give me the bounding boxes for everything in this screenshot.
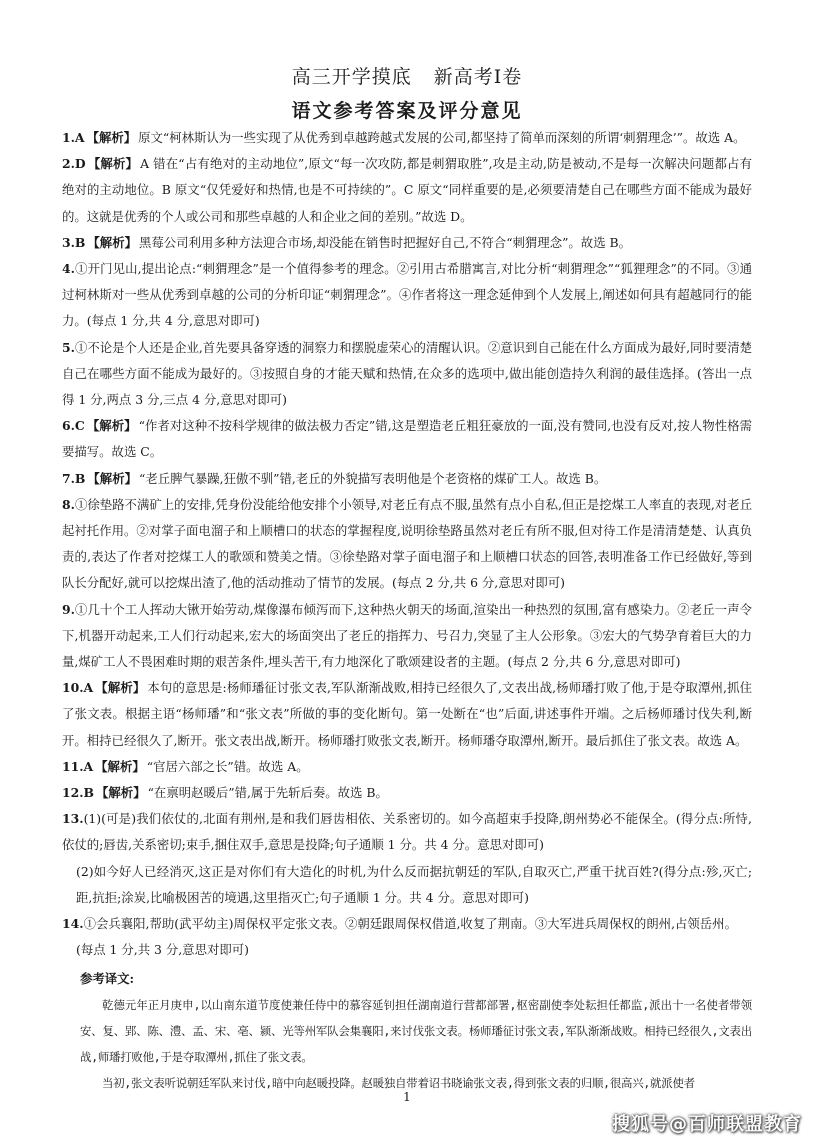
answer-item-4 [62,256,752,335]
answer-text: “作者对这种不按科学规律的做法极力否定”错,这是塑造老丘粗狂豪放的一面,没有赞同,也没有反对,按人物性格需要描写。故选 C。 [62,418,752,460]
page-title [0,62,814,89]
answer-item-3 [62,230,752,256]
answer-text: 原文“柯林斯认为一些实现了从优秀到卓越跨越式发展的公司,都坚持了简单而深刻的所谓‘刺猬理念’”。故选 A。 [138,130,746,145]
title-right: 新高考Ⅰ卷 [433,66,523,88]
title-left: 高三开学摸底 [291,66,412,88]
analysis-tag: 【解析】 [96,785,146,801]
answer-text: (1)(可是)我们依仗的,北面有荆州,是和我们唇齿相依、关系密切的。如今高超束手投降,朗州势必不能保全。(得分点:所恃,依仗的;唇齿,关系密切;束手,捆住双手,意思是投降;句子通顺 1 分。共 4 分。意思对即可) [62,811,752,853]
answer-item-13-part-1 [62,806,752,858]
answer-item-12 [62,780,752,806]
answer-number: 9. [62,601,75,617]
answer-text: ①徐垫路不满矿上的安排,凭身份没能给他安排个小领导,对老丘有点不服,虽然有点小自私,但正是挖煤工人率直的表现,对老丘起衬托作用。②对掌子面电溜子和上顺槽口的状态的掌握程度,说明徐垫路虽然对老丘有所不服,但对待工作是清清楚楚、认真负责的,表达了作者对挖煤工人的歌颂和赞美之情。③徐垫路对掌子面电溜子和上顺槽口状态的回答,表明准备工作已经做好,等到队长分配好,就可以挖煤出渣了,他的活动推动了情节的发展。(每点 2 分,共 6 分,意思对即可) [62,496,752,591]
answer-item-6 [62,413,752,465]
answer-number: 12.B [62,785,95,801]
answer-number: 2.D [62,156,86,172]
answer-text: ①几十个工人挥动大锹开始劳动,煤像瀑布倾泻而下,这种热火朝天的场面,渲染出一种热烈的氛围,富有感染力。②老丘一声令下,机器开动起来,工人们行动起来,宏大的场面突出了老丘的指挥力、号召力,突显了主人公形象。③宏大的气势孕育着巨大的力量,煤矿工人不畏困难时期的艰苦条件,埋头苦干,有力地深化了歌颂建设者的主题。(每点 2 分,共 6 分,意思对即可) [62,601,752,670]
answer-number: 10.A [62,680,94,696]
reference-translation-paragraph-1: 乾德元年正月庚申,以山南东道节度使兼任侍中的慕容延钊担任湖南道行营都部署,枢密副使李处耘担任都监,派出十一名使者带领安、复、郢、陈、澧、孟、宋、亳、颍、光等州军队会集襄阳,来讨伐张文表。杨师璠征讨张文表,军队渐渐战败。相持已经很久,文表出战,师璠打败他,于是夺取潭州,抓住了张文表。 [80,997,752,1065]
answer-item-7 [62,466,752,492]
answer-number: 6.C [62,418,85,434]
answer-item-13-part-2: (2)如今好人已经消灭,这正是对你们有大造化的时机,为什么反而据抗朝廷的军队,自取灭亡,严重干扰百姓?(得分点:殄,灭亡;距,抗拒;涂炭,比喻极困苦的境遇,这里指灭亡;句子通顺 1 分。共 4 分。意思对即可) [76,863,752,905]
answer-text: ①开门见山,提出论点:“刺猬理念”是一个值得参考的理念。②引用古希腊寓言,对比分析“刺猬理念”“狐狸理念”的不同。③通过柯林斯对一些从优秀到卓越的公司的分析印证“刺猬理念”。④作者将这一理念延伸到个人发展上,阐述如何具有超越同行的能力。(每点 1 分,共 4 分,意思对即可) [62,261,752,329]
answer-body [62,125,752,1097]
answer-text: “在禀明赵暖后”错,属于先斩后奏。故选 B。 [147,785,388,801]
answer-number: 5. [62,339,75,355]
answer-item-9 [62,597,752,676]
analysis-tag: 【解析】 [95,680,146,696]
answer-item-8 [62,492,752,597]
analysis-tag: 【解析】 [87,470,137,486]
answer-text: ①不论是个人还是企业,首先要具备穿透的洞察力和摆脱虚荣心的清醒认识。②意识到自己能在什么方面成为最好,同时要清楚自己在哪些方面不能成为最好的。③按照自身的才能天赋和热情,在众多的选项中,做出能创造持久利润的最佳选择。(答出一点得 1 分,两点 3 分,三点 4 分,意思对即可) [62,339,752,408]
answer-item-1 [62,125,752,151]
answer-text: A 错在“占有绝对的主动地位”,原文“每一次攻防,都是刺猬取胜”,攻是主动,防是被动,不是每一次解决问题都占有绝对的主动地位。B 原文“仅凭爱好和热情,也是不可持续的”。C 原文“同样重要的是,必须要清楚自己在哪些方面不能成为最好的。这就是优秀的个人或公司和那些卓越的人和企业之间的差别。”故选 D。 [62,156,753,224]
answer-number: 11.A [62,758,94,774]
answer-item-5 [62,335,752,414]
analysis-tag: 【解析】 [86,418,137,434]
answer-number: 1.A [62,130,85,145]
reference-translation-title: 参考译文: [80,970,135,986]
analysis-tag: 【解析】 [86,130,137,145]
answer-item-11 [62,754,752,780]
page-number: 1 [403,1090,411,1104]
answer-number: 4. [62,261,75,277]
answer-number: 14. [62,916,84,932]
analysis-tag: 【解析】 [95,758,145,774]
answer-number: 7.B [62,470,86,486]
answer-item-14 [62,911,752,937]
answer-text: “官居六部之长”错。故选 A。 [146,758,309,774]
analysis-tag: 【解析】 [87,234,137,250]
watermark: 搜狐号@百师联盟教育 [612,1114,802,1135]
analysis-tag: 【解析】 [87,156,139,172]
answer-number: 3.B [62,234,86,250]
answer-item-10 [62,675,752,754]
answer-text: 本句的意思是:杨师璠征讨张文表,军队渐渐战败,相持已经很久了,文表出战,杨师璠打败了他,于是夺取潭州,抓住了张文表。根据主语“杨师璠”和“张文表”所做的事的变化断句。第一处断在“也”后面,讲述事件开端。之后杨师璠讨伐失利,断开。相持已经很久了,断开。张文表出战,断开。杨师璠打败张文表,断开。杨师璠夺取潭州,断开。最后抓住了张文表。故选 A。 [62,680,753,748]
answer-item-2 [62,151,752,230]
answer-text: 黑莓公司利用多种方法迎合市场,却没能在销售时把握好自己,不符合“刺猬理念”。故选 B。 [138,234,632,250]
reference-translation-paragraph-2: 当初,张文表听说朝廷军队来讨伐,暗中向赵暖投降。赵暖独自带着诏书晓谕张文表,得到张文表的归顺,很高兴,就派使者 [102,1076,695,1091]
answer-number: 8. [62,496,75,512]
answer-number: 13. [62,811,84,827]
answer-text: ①会兵襄阳,帮助(武平幼主)周保权平定张文表。②朝廷跟周保权借道,收复了荆南。③大军进兵周保权的朗州,占领岳州。 [83,916,737,932]
answer-item-14-note: (每点 1 分,共 3 分,意思对即可) [76,942,249,958]
page-subtitle: 语文参考答案及评分意见 [291,100,523,122]
answer-text: “老丘脾气暴躁,狂傲不驯”错,老丘的外貌描写表明他是个老资格的煤矿工人。故选 B。 [138,470,607,486]
